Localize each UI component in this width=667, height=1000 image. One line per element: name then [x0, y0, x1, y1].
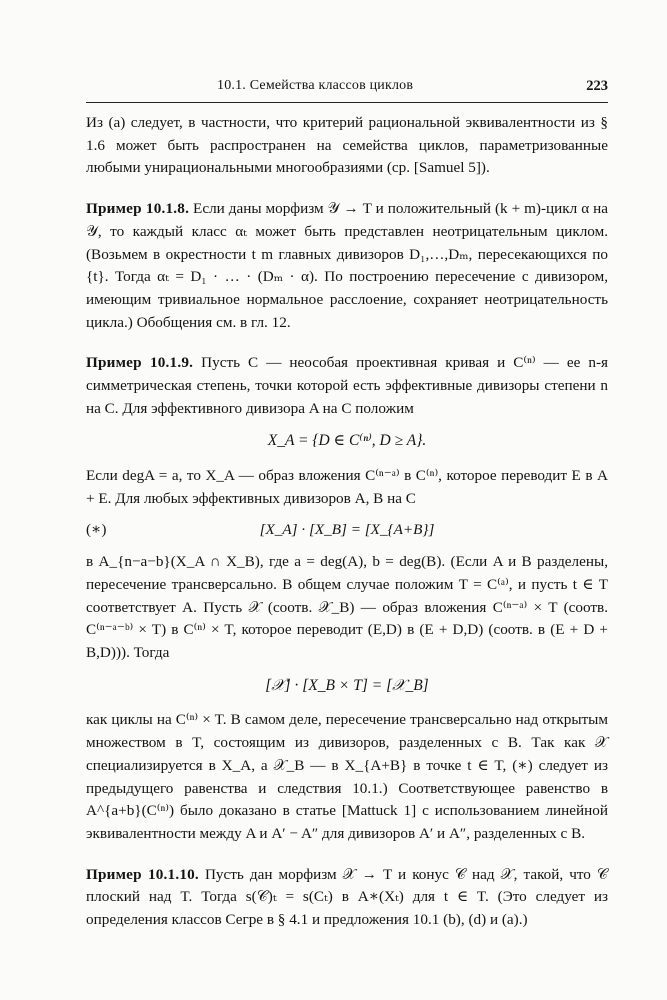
- formula-cycles: [𝒳] · [X_B × T] = [𝒳_B]: [265, 676, 429, 694]
- page-body: [86, 112, 608, 932]
- header-rule: [86, 102, 608, 103]
- paragraph-intro: Из (a) следует, в частности, что критерий рациональной эквивалентности из § 1.6 может быть распространен на семейства циклов, параметризованные любыми унирациональными многообразиями (ср. [Samuel 5]).: [86, 114, 608, 177]
- example-text: Если даны морфизм 𝒴 → T и положительный (k + m)-цикл α на 𝒴, то каждый класс αₜ может быть представлен неотрицательным циклом. (Возьмем в окрестности t m главных дивизоров D₁,…,Dₘ, пересекающихся по {t}. Тогда αₜ = D₁ · … · (Dₘ · α). По построению пересечение с дивизором, имеющим тривиальное нормальное расслоение, сохраняет неотрицательность цикла.) Обобщения см. в гл. 12.: [86, 200, 609, 331]
- formula-xa: X_A = {D ∈ C⁽ⁿ⁾, D ≥ A}.: [267, 432, 427, 450]
- example-10-1-9: [86, 352, 608, 420]
- paragraph-deg: Если degA = a, то X_A — образ вложения C⁽ⁿ⁻ᵃ⁾ в C⁽ⁿ⁾, которое переводит E в A + E. Для любых эффективных дивизоров A, B на C: [86, 467, 608, 507]
- page-number: 223: [586, 78, 608, 94]
- example-title: Пример 10.1.10.: [86, 865, 199, 883]
- example-text: Пусть дан морфизм 𝒳 → T и конус 𝒞 над 𝒳, такой, что 𝒞 плоский над T. Тогда s(𝒞)ₜ = s(Cₜ) в A∗(Xₜ) для t ∈ T. (Это следует из определения классов Сегре в § 4.1 и предложения 10.1 (b), (d) и (a).): [86, 865, 608, 929]
- running-head: 10.1. Семейства классов циклов: [217, 78, 414, 93]
- page-header: [86, 78, 608, 100]
- example-title: Пример 10.1.8.: [86, 200, 190, 218]
- example-text: Пусть C — неособая проективная кривая и C⁽ⁿ⁾ — ее n-я симметрическая степень, точки которой есть эффективные дивизоры степени n на C. Для эффективного дивизора A на C положим: [86, 354, 609, 417]
- paragraph-transversal: в A_{n−a−b}(X_A ∩ X_B), где a = deg(A), b = deg(B). (Если A и B разделены, пересечение трансверсально. В общем случае положим T = C⁽ᵃ⁾, и пусть t ∈ T соответствует A. Пусть 𝒳 (соотв. 𝒳_B) — образ вложения C⁽ⁿ⁻ᵃ⁾ × T (соотв. C⁽ⁿ⁻ᵃ⁻ᵇ⁾ × T) в C⁽ⁿ⁾ × T, которое переводит (E,D) в (E + D,D) (соотв. в (E + D + B,D))). Тогда: [86, 553, 608, 662]
- paragraph-cycles: как циклы на C⁽ⁿ⁾ × T. В самом деле, пересечение трансверсально над открытым множеством в T, состоящим из дивизоров, разделенных с B. Так как 𝒳 специализируется в X_A, а 𝒳_B — в X_{A+B} в точке t ∈ T, (∗) следует из предыдущего равенства и следствия 10.1.) Соответствующее равенство в A^{a+b}(C⁽ⁿ⁾) было доказано в статье [Mattuck 1] с использованием линейной эквивалентности между A и A′ − A″ для дивизоров A′ и A″, разделенных с B.: [86, 711, 608, 842]
- example-10-1-10: [86, 864, 608, 932]
- example-10-1-8: [86, 198, 608, 334]
- formula-tag: (∗): [86, 520, 107, 538]
- formula-text: [X_A] · [X_B] = [X_{A+B}]: [259, 520, 435, 538]
- formula-star: [86, 519, 608, 542]
- example-title: Пример 10.1.9.: [86, 354, 194, 372]
